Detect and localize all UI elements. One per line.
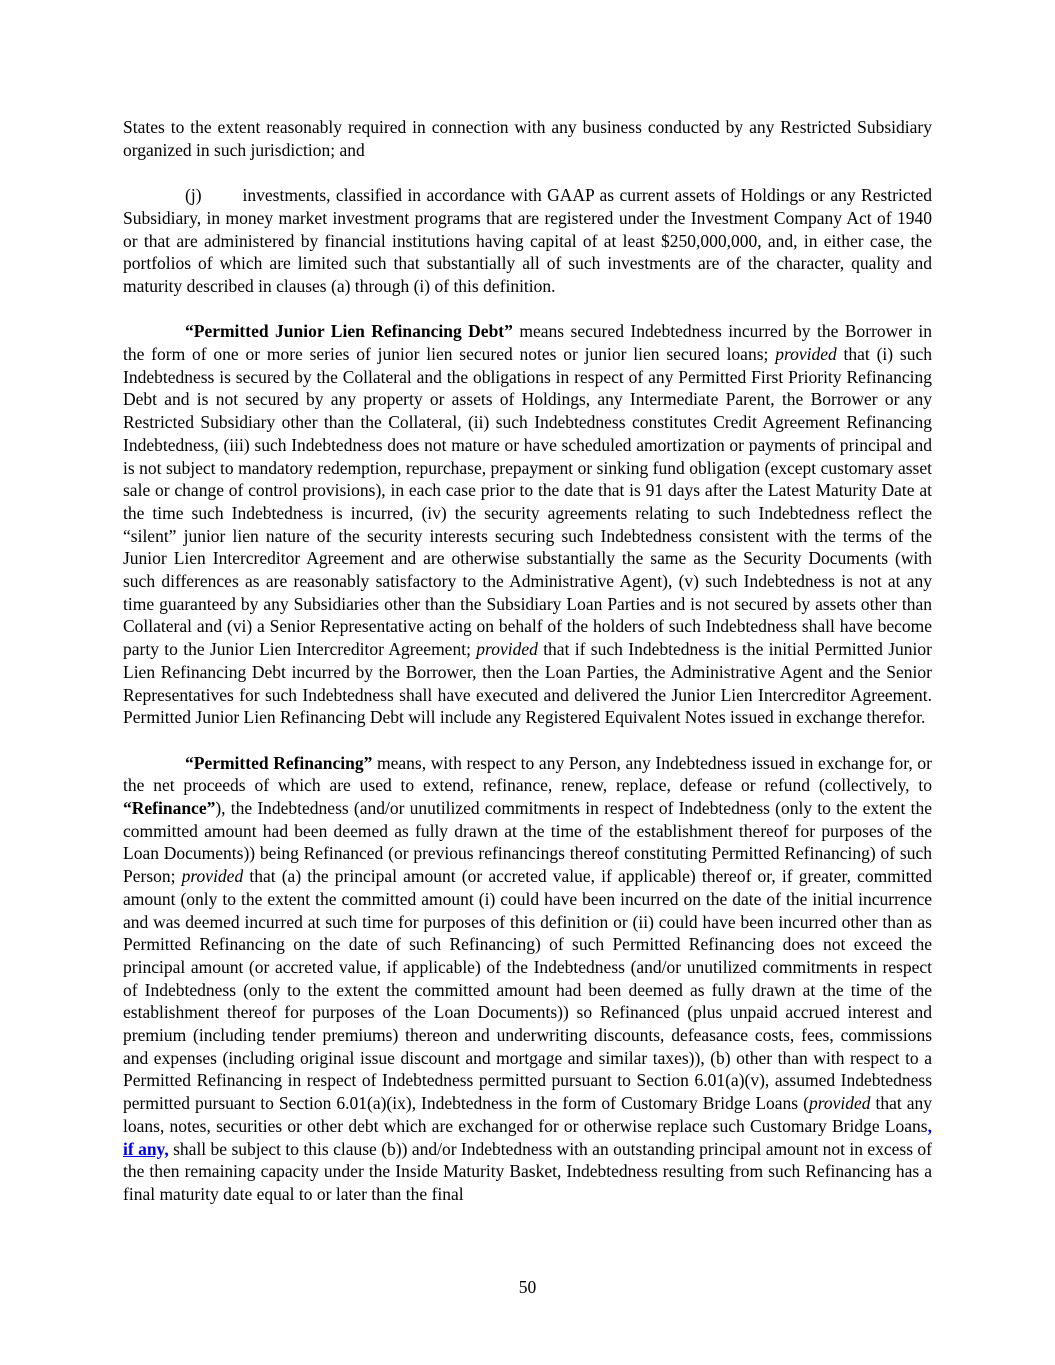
proviso-term: provided (808, 1093, 871, 1114)
paragraph-permitted-junior-lien-refinancing-debt (123, 320, 932, 729)
text-run: States to the extent reasonably required in connection with any business conducted by any Restricted Subsidiary organized in such jurisdiction; and (123, 117, 932, 160)
inline-link-if-any[interactable]: , if any, (123, 1115, 932, 1159)
text-run: means, with respect to any Person, any Indebtedness issued in exchange for, or the net proceeds of which are used to extend, refinance, renew, replace, defease or refund (collectively, to (123, 752, 933, 796)
text-run: that if such Indebtedness is the initial Permitted Junior Lien Refinancing Debt incurred by the Borrower, then the Loan Parties, the Administrative Agent and the Senior Representatives for such Indebtedness shall have executed and delivered the Junior Lien Intercreditor Agreement. Permitted Junior Lien Refinancing Debt will include any Registered Equivalent Notes issued in exchange therefor. (123, 639, 932, 728)
proviso-term: provided (476, 639, 538, 660)
defined-term: “Refinance” (123, 798, 216, 819)
defined-term: “Permitted Junior Lien Refinancing Debt” (185, 321, 513, 342)
proviso-term: provided (181, 866, 244, 887)
text-run: ), the Indebtedness (and/or unutilized commitments in respect of Indebtedness (only to the extent the committed amount had been deemed as fully drawn at the time of the establishment thereof for purposes of the Loan Documents)) being Refinanced (or previous refinancings thereof constituting Permitted Refinancing) of such Person; (123, 798, 932, 887)
defined-term: “Permitted Refinancing” (185, 752, 373, 773)
text-run: that (i) such Indebtedness is secured by the Collateral and the obligations in respect of any Permitted First Priority Refinancing Debt and is not secured by any property or assets of Holdings, any Intermediate Parent, the Borrower or any Restricted Subsidiary other than the Collateral, (ii) such Indebtedness constitutes Credit Agreement Refinancing Indebtedness, (iii) such Indebtedness does not mature or have scheduled amortization or payments of principal and is not subject to mandatory redemption, repurchase, prepayment or sinking fund obligation (except customary asset sale or change of control provisions), in each case prior to the date that is 91 days after the Latest Maturity Date at the time such Indebtedness is incurred, (iv) the security agreements relating to such Indebtedness reflect the “silent” junior lien nature of the security interests securing such Indebtedness consistent with the terms of the Junior Lien Intercreditor Agreement and are otherwise substantially the same as the Security Documents (with such differences as are reasonably satisfactory to the Administrative Agent), (v) such Indebtedness is not at any time guaranteed by any Subsidiaries other than the Subsidiary Loan Parties and is not secured by assets other than Collateral and (vi) a Senior Representative acting on behalf of the holders of such Indebtedness shall have become party to the Junior Lien Intercreditor Agreement; (123, 344, 933, 660)
text-run: that any loans, notes, securities or other debt which are exchanged for or otherwise replace such Customary Bridge Loans (123, 1093, 932, 1136)
text-run: means secured Indebtedness incurred by the Borrower in the form of one or more series of junior lien secured notes or junior lien secured loans; (123, 321, 932, 364)
text-run: investments, classified in accordance with GAAP as current assets of Holdings or any Restricted Subsidiary, in money market investment programs that are registered under the Investment Company Act of 1940 or that are administered by financial institutions having capital of at least $250,000,000, and, in either case, the portfolios of which are limited such that substantially all of such investments are of the character, quality and maturity described in clauses (a) through (i) of this definition. (123, 185, 932, 296)
text-run: shall be subject to this clause (b)) and/or Indebtedness with an outstanding principal amount not in excess of the then remaining capacity under the Inside Maturity Basket, Indebtedness resulting from such Refinancing has a final maturity date equal to or later than the final (123, 1138, 932, 1204)
clause-label: (j) (185, 185, 202, 206)
page-number: 50 (518, 1277, 537, 1297)
paragraph-continuation (123, 116, 932, 161)
paragraph-permitted-refinancing (123, 752, 932, 1206)
text-run: that (a) the principal amount (or accreted value, if applicable) thereof or, if greater, committed amount (only to the extent the committed amount (i) could have been incurred on the date of the initial incurrence and was deemed incurred at such time for purposes of this definition or (ii) could have been incurred other than as Permitted Refinancing on the date of such Refinancing) of such Permitted Refinancing does not exceed the principal amount (or accreted value, if applicable) of the Indebtedness (and/or unutilized commitments in respect of Indebtedness (only to the extent the committed amount had been deemed as fully drawn at the time of the establishment thereof for purposes of the Loan Documents)) so Refinanced (plus unpaid accrued interest and premium (including tender premiums) thereon and underwriting discounts, defeasance costs, fees, commissions and expenses (including original issue discount and mortgage and similar taxes)), (b) other than with respect to a Permitted Refinancing in respect of Indebtedness permitted pursuant to Section 6.01(a)(v), assumed Indebtedness permitted pursuant to Section 6.01(a)(ix), Indebtedness in the form of Customary Bridge Loans ( (123, 866, 932, 1114)
proviso-term: provided (775, 344, 837, 364)
paragraph-clause-j (123, 184, 932, 298)
